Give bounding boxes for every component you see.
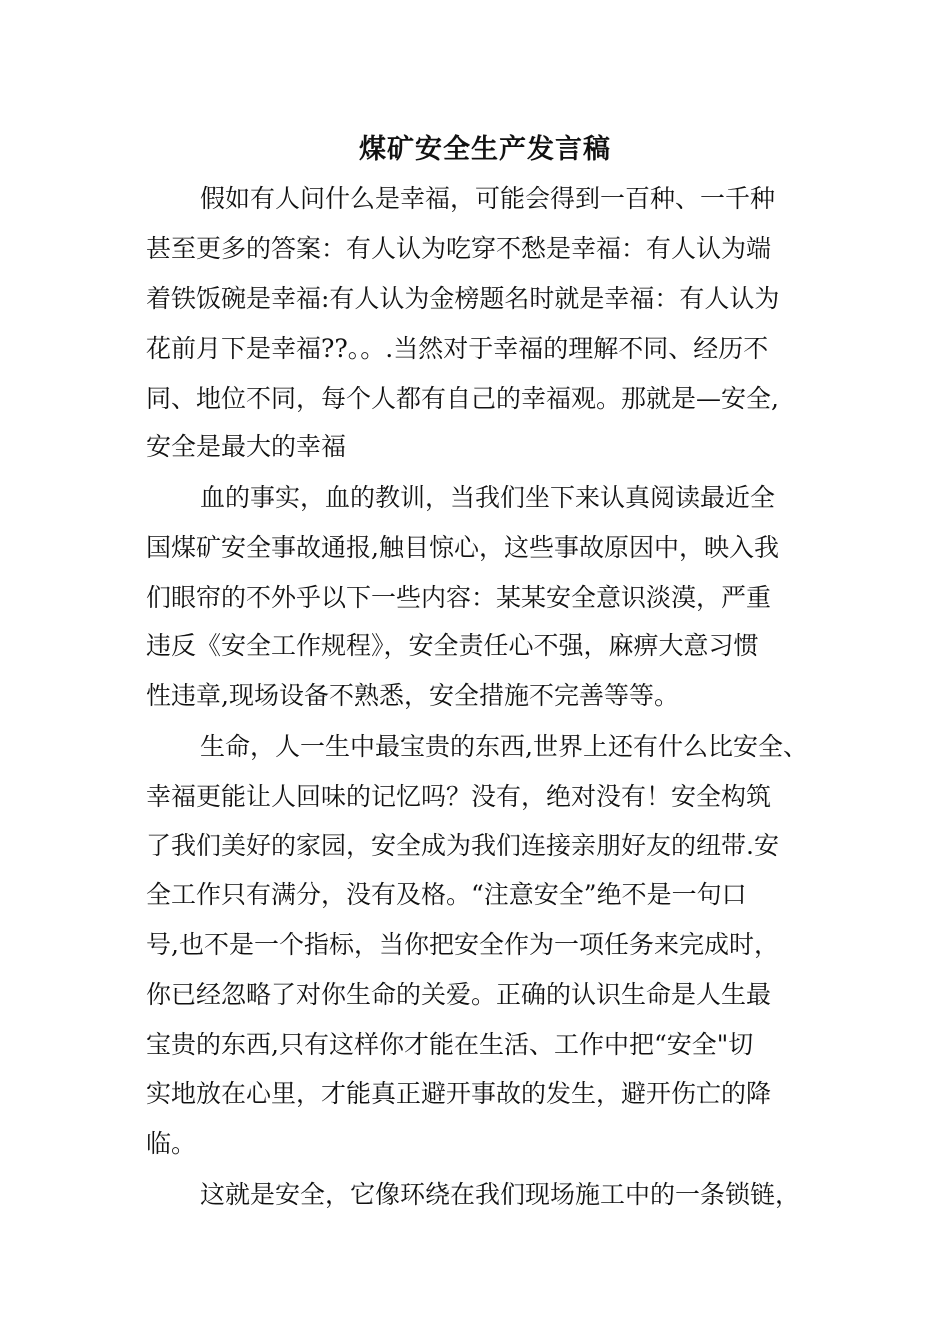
paragraph-line: 实地放在心里，才能真正避开事故的发生，避开伤亡的降 bbox=[146, 1079, 772, 1108]
paragraph-line: 宝贵的东西,只有这样你才能在生活、工作中把“安全"切 bbox=[146, 1030, 754, 1059]
paragraph-line: 安全是最大的幸福 bbox=[146, 432, 347, 461]
paragraph-line: 你已经忽略了对你生命的关爱。正确的认识生命是人生最 bbox=[146, 980, 772, 1009]
document-title: 煤矿安全生产发言稿 bbox=[359, 134, 611, 165]
paragraph-line: 血的事实，血的教训，当我们坐下来认真阅读最近全 bbox=[200, 483, 776, 512]
paragraph-line: 甚至更多的答案：有人认为吃穿不愁是幸福：有人认为端 bbox=[146, 234, 772, 263]
paragraph-line: 同、地位不同，每个人都有自己的幸福观。那就是—安全, bbox=[146, 384, 779, 413]
paragraph-line: 着铁饭碗是幸福:有人认为金榜题名时就是幸福：有人认为 bbox=[146, 284, 780, 313]
paragraph-line: 们眼帘的不外乎以下一些内容：某某安全意识淡漠，严重 bbox=[146, 583, 772, 612]
paragraph-line: 临。 bbox=[146, 1129, 197, 1158]
paragraph-line: 这就是安全，它像环绕在我们现场施工中的一条锁链， bbox=[200, 1180, 801, 1209]
paragraph-line: 花前月下是幸福??。。.当然对于幸福的理解不同、经历不 bbox=[146, 334, 769, 363]
paragraph-line: 性违章,现场设备不熟悉，安全措施不完善等等。 bbox=[146, 681, 679, 710]
paragraph-line: 假如有人问什么是幸福，可能会得到一百种、一千种 bbox=[200, 184, 776, 213]
paragraph-line: 生命，人一生中最宝贵的东西,世界上还有什么比安全、 bbox=[200, 732, 808, 761]
paragraph-line: 号,也不是一个指标，当你把安全作为一项任务来完成时， bbox=[146, 930, 779, 959]
paragraph-line: 国煤矿安全事故通报,触目惊心，这些事故原因中，映入我 bbox=[146, 533, 779, 562]
paragraph-line: 违反《安全工作规程》，安全责任心不强，麻痹大意习惯 bbox=[146, 631, 759, 660]
paragraph-line: 了我们美好的家园，安全成为我们连接亲朋好友的纽带.安 bbox=[146, 831, 779, 860]
paragraph-line: 幸福更能让人回味的记忆吗？没有，绝对没有！安全构筑 bbox=[146, 782, 772, 811]
paragraph-line: 全工作只有满分，没有及格。“注意安全”绝不是一句口 bbox=[146, 880, 747, 909]
